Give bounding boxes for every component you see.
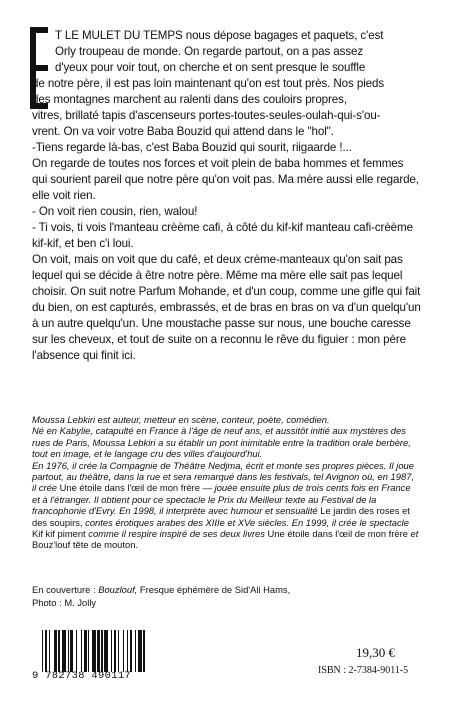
barcode-stripe bbox=[88, 630, 89, 672]
excerpt-line: d'yeux pour voir tout, on cherche et on sent presque le souffle bbox=[55, 61, 366, 74]
barcode-stripe bbox=[101, 630, 102, 672]
barcode-digits: 9 782738 490117 bbox=[32, 670, 132, 682]
barcode-stripe bbox=[54, 630, 57, 672]
photo-credit-line: Photo : M. Jolly bbox=[32, 596, 97, 608]
excerpt-dialogue: -Tiens regarde là-bas, c'est Baba Bouzid qui sourit, riigaarde !... bbox=[32, 141, 352, 154]
barcode-stripe bbox=[130, 630, 133, 672]
price: 19,30 € bbox=[356, 645, 395, 660]
barcode-stripe bbox=[58, 630, 59, 672]
barcode-stripe bbox=[111, 630, 112, 672]
excerpt-dialogue: - Ti vois, ti vois l'manteau crèème cafi, à côté du kif-kif manteau cafi-crèème kif-kif, et ben c'i loui. bbox=[32, 221, 413, 250]
barcode-stripe bbox=[118, 630, 119, 672]
excerpt-text bbox=[32, 28, 421, 364]
excerpt-paragraph: On voit, mais on voit que du café, et deux crème-manteaux qu'on sait pas lequel qui se décide à être notre père. Même ma mère elle sait pas lequel choisir. On suit notre Parfum Mohande, et d'un coup, comme une gifle qui fait du bien, on est capturés, embrassés, et de bras en bras on va d'un quelqu'un à un autre quelqu'un. Une moustache passe sur nous, une bouche caresse sur les cheveux, et tout de suite on a reconnu le rêve du figuier : mon père l'absence qui finit ici. bbox=[32, 253, 421, 362]
barcode-stripe bbox=[62, 630, 66, 672]
barcode-stripe bbox=[76, 630, 77, 672]
barcode bbox=[32, 630, 192, 680]
bio-origin: Né en Kabylie, catapulté en France à l'âge de neuf ans, et aussitôt initié aux mystères des rues de Paris, Moussa Lebkiri a su établir un pont inimitable entre la tradition orale berbère, tout en image, et le langage cru des villes d'aujourd'hui. bbox=[32, 425, 411, 460]
excerpt-line: Orly troupeau de monde. On regarde partout, on a pas assez bbox=[55, 45, 364, 58]
barcode-stripe bbox=[123, 630, 124, 672]
excerpt-line: T LE MULET DU TEMPS nous dépose bagages et paquets, c'est bbox=[55, 29, 384, 42]
bio-intro: Moussa Lebkiri est auteur, metteur en scène, conteur, poète, comédien. bbox=[32, 414, 330, 425]
barcode-stripe bbox=[70, 630, 73, 672]
excerpt-line: vrent. On va voir votre Baba Bouzid qui attend dans le "hol". bbox=[32, 125, 334, 138]
barcode-stripe bbox=[97, 630, 100, 672]
excerpt-line: de notre père, il est pas loin maintenant qu'on est tout près. Nos pieds bbox=[32, 77, 385, 90]
barcode-stripe bbox=[42, 630, 43, 672]
barcode-stripe bbox=[104, 630, 108, 672]
excerpt-line: vitres, brillaté tapis d'ascenseurs portes-toutes-seules-oulah-qui-s'ou- bbox=[32, 109, 381, 122]
barcode-stripe bbox=[68, 630, 69, 672]
cover-credits bbox=[32, 584, 420, 609]
barcode-stripe bbox=[45, 630, 48, 672]
bio-career: En 1976, il crée la Compagnie de Théâtre Nedjma, écrit et monte ses propres pièces. Il joue partout, au théâtre, dans la rue et sera remarqué dans les festivals, tel Avignon où, en 1987, il crée Une étoile dans l'œil de mon frère — jouée ensuite plus de trois cents fois en France et à l'étranger. Il obtient pour ce spectacle le Prix du Meilleur texte au Festival de la francophonie d'Evry. En 1998, il interprète avec humour et sensualité Le jardin des roses et des soupirs, contes érotiques arabes des XIIIe et XVe siècles. En 1999, il crée le spectacle Kif kif piment comme il respire inspiré de ses deux livres Une étoile dans l'œil de mon frère et Bouz'louf tête de mouton. bbox=[32, 459, 419, 551]
barcode-stripe bbox=[138, 630, 142, 672]
barcode-stripe bbox=[81, 630, 82, 672]
barcode-stripe bbox=[143, 630, 144, 672]
excerpt-dialogue: - On voit rien cousin, rien, walou! bbox=[32, 205, 198, 218]
excerpt-paragraph: On regarde de toutes nos forces et voit plein de baba hommes et femmes qui sourient pareil que notre père qu'on voit pas. Ma mère aussi elle regarde, elle voit rien. bbox=[32, 157, 419, 202]
isbn: ISBN : 2-7384-9011-5 bbox=[318, 665, 409, 676]
barcode-stripe bbox=[127, 630, 128, 672]
barcode-stripe bbox=[114, 630, 117, 672]
barcode-stripe bbox=[135, 630, 136, 672]
author-biography bbox=[32, 414, 420, 551]
excerpt-line: des montagnes marchent au ralenti dans des couloirs propres, bbox=[32, 93, 347, 106]
barcode-stripe bbox=[92, 630, 96, 672]
cover-credit-line: En couverture : Bouzlouf, Fresque éphémère de Sid'Ali Hams, bbox=[32, 584, 291, 595]
barcode-stripe bbox=[84, 630, 87, 672]
barcode-bars bbox=[42, 630, 192, 672]
barcode-stripe bbox=[49, 630, 50, 672]
